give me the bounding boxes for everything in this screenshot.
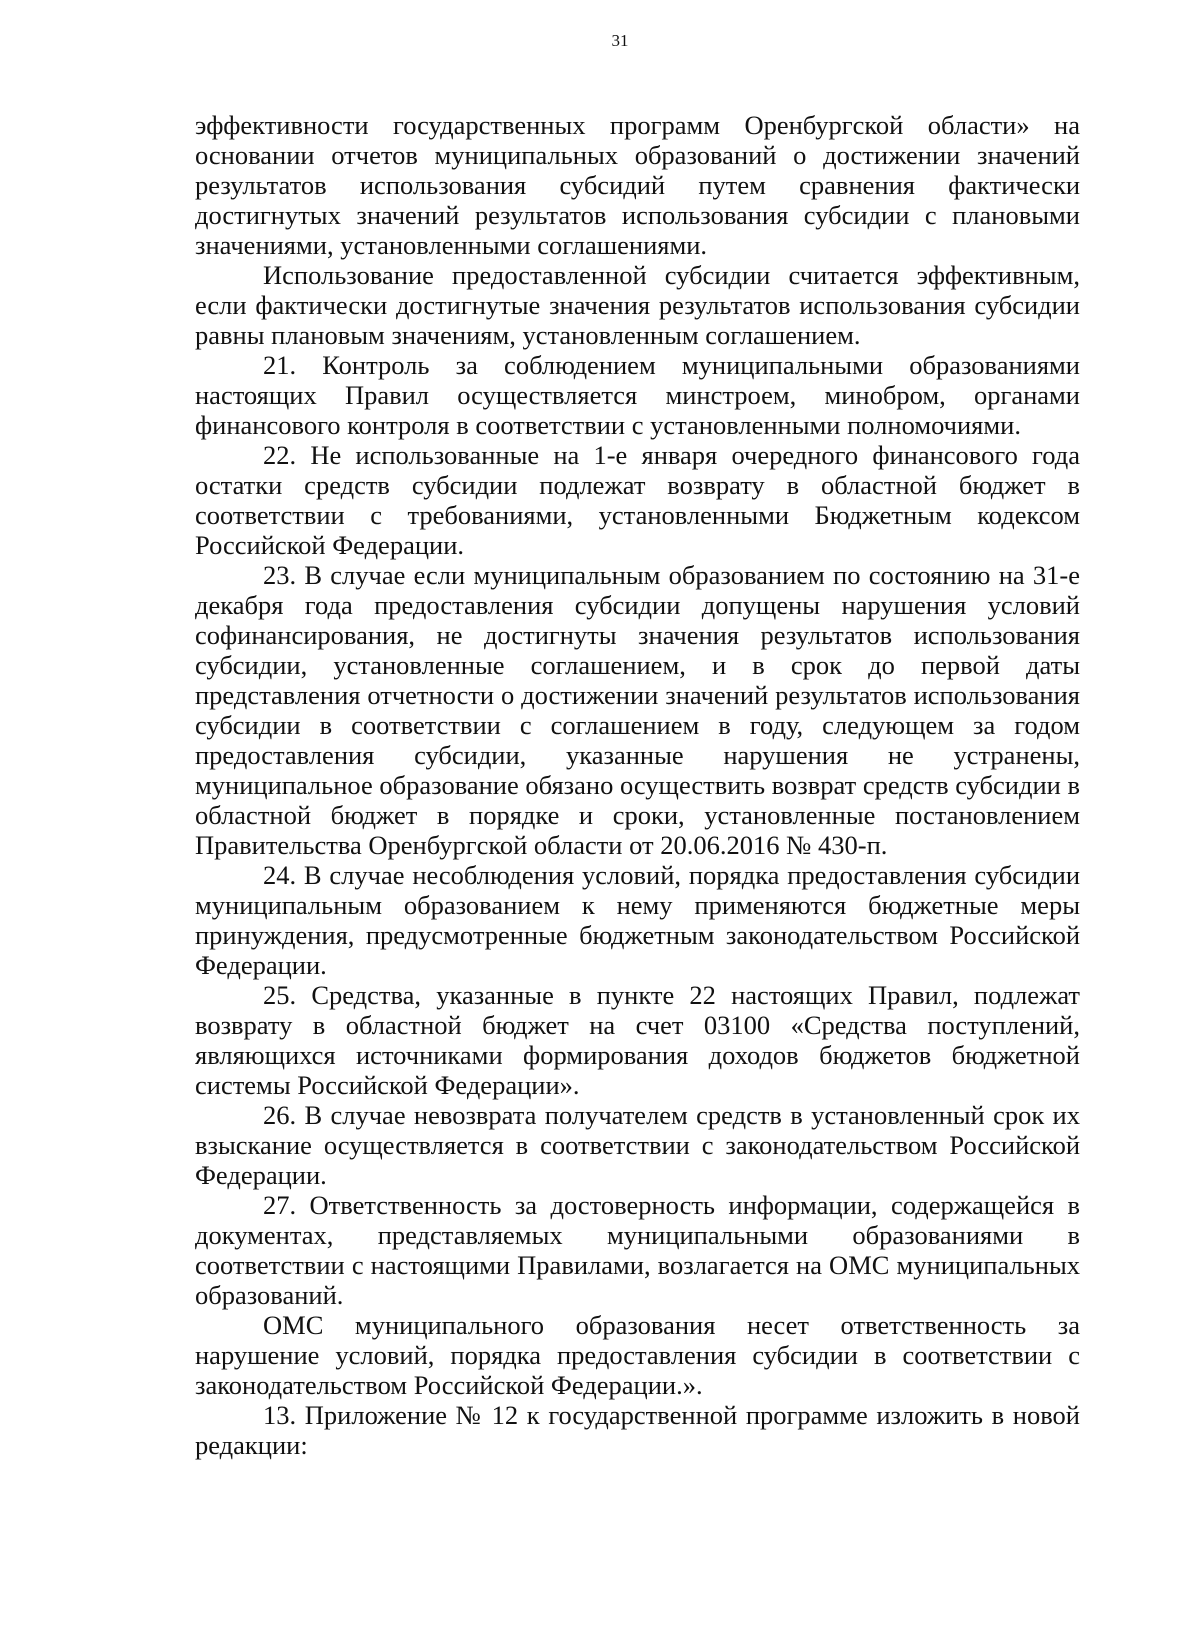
paragraph-item-21-control: 21. Контроль за соблюдением муниципальными образованиями настоящих Правил осуществляется минстроем, минобром, органами финансового контроля в соответствии с установленными полномочиями. [195,350,1080,440]
paragraph-oms-responsibility: ОМС муниципального образования несет ответственность за нарушение условий, порядка предоставления субсидии в соответствии с законодательством Российской Федерации.». [195,1310,1080,1400]
paragraph-efficiency-assessment: эффективности государственных программ Оренбургской области» на основании отчетов муниципальных образований о достижении значений результатов использования субсидий путем сравнения фактически достигнутых значений результатов использования субсидии с плановыми значениями, установленными соглашениями. [195,110,1080,260]
paragraph-item-27-responsibility: 27. Ответственность за достоверность информации, содержащейся в документах, представляемых муниципальными образованиями в соответствии с настоящими Правилами, возлагается на ОМС муниципальных образований. [195,1190,1080,1310]
paragraph-item-23-violations: 23. В случае если муниципальным образованием по состоянию на 31-е декабря года предоставления субсидии допущены нарушения условий софинансирования, не достигнуты значения результатов использования субсидии, установленные соглашением, и в срок до первой даты представления отчетности о достижении значений результатов использования субсидии в соответствии с соглашением в году, следующем за годом предоставления субсидии, указанные нарушения не устранены, муниципальное образование обязано осуществить возврат средств субсидии в областной бюджет в порядке и сроки, установленные постановлением Правительства Оренбургской области от 20.06.2016 № 430-п. [195,560,1080,860]
document-body [195,110,1080,1460]
page-number: 31 [611,31,629,50]
paragraph-item-24-coercive-measures: 24. В случае несоблюдения условий, порядка предоставления субсидии муниципальным образованием к нему применяются бюджетные меры принуждения, предусмотренные бюджетным законодательством Российской Федерации. [195,860,1080,980]
paragraph-item-25-refund-account: 25. Средства, указанные в пункте 22 настоящих Правил, подлежат возврату в областной бюджет на счет 03100 «Средства поступлений, являющихся источниками формирования доходов бюджетов бюджетной системы Российской Федерации». [195,980,1080,1100]
paragraph-item-26-recovery: 26. В случае невозврата получателем средств в установленный срок их взыскание осуществляется в соответствии с законодательством Российской Федерации. [195,1100,1080,1190]
paragraph-item-22-unused-funds: 22. Не использованные на 1-е января очередного финансового года остатки средств субсидии подлежат возврату в областной бюджет в соответствии с требованиями, установленными Бюджетным кодексом Российской Федерации. [195,440,1080,560]
paragraph-effective-use-criteria: Использование предоставленной субсидии считается эффективным, если фактически достигнутые значения результатов использования субсидии равны плановым значениям, установленным соглашением. [195,260,1080,350]
paragraph-item-13-appendix: 13. Приложение № 12 к государственной программе изложить в новой редакции: [195,1400,1080,1460]
